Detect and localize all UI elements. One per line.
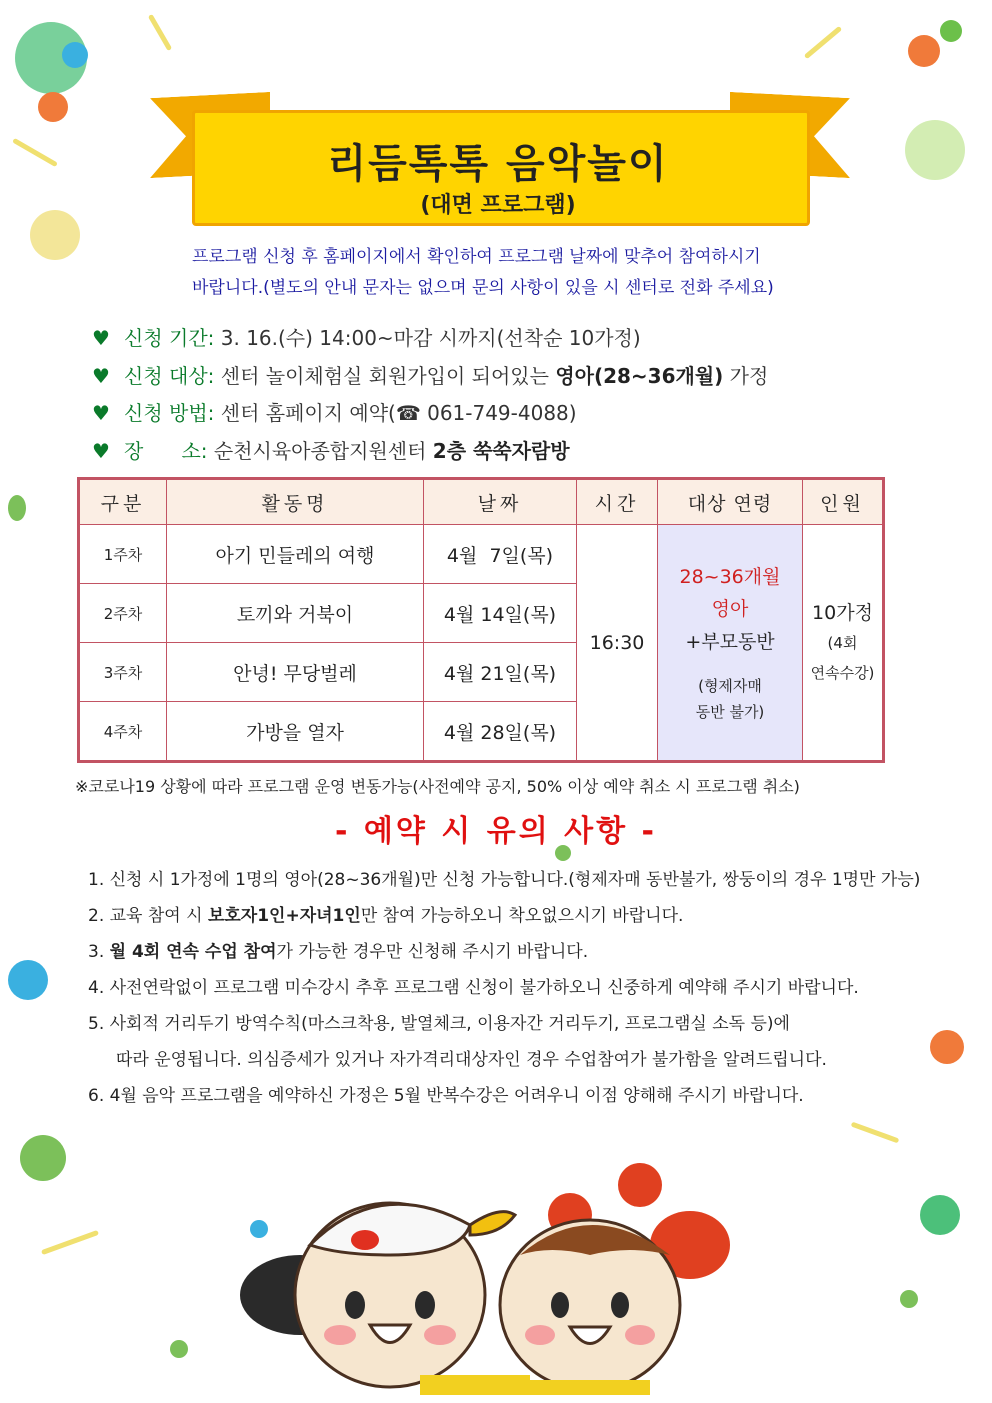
age-note: 동반 불가): [695, 702, 765, 721]
column-header: 대상 연령: [658, 479, 803, 525]
age-note: (형제자매: [698, 676, 762, 695]
deco-ray: [851, 1122, 900, 1144]
people-note: (4회: [827, 633, 858, 652]
list-item: [88, 898, 928, 934]
deco-dot: [8, 960, 48, 1000]
info-value: 순천시육아종합지원센터: [213, 439, 433, 463]
deco-dot: [905, 120, 965, 180]
list-item: 6. 4월 음악 프로그램을 예약하신 가정은 5월 반복수강은 어려우니 이점 양해해 주시기 바랍니다.: [88, 1086, 804, 1106]
rule-text: 가 가능한 경우만 신청해 주시기 바랍니다.: [276, 942, 589, 962]
info-value: 센터 놀이체험실 회원가입이 되어있는: [220, 364, 556, 388]
deco-ray: [12, 138, 58, 167]
rule-text: 만 참여 가능하오니 착오없으시기 바랍니다.: [360, 906, 684, 926]
table-row: [79, 525, 884, 584]
activity-cell: 가방을 열자: [167, 702, 424, 762]
deco-dot: [900, 1290, 918, 1308]
date-cell: 4월 7일(목): [424, 525, 577, 584]
age-type: 영아: [711, 597, 749, 620]
deco-dot: [38, 92, 68, 122]
rules-list: [88, 862, 928, 1114]
info-value: 가정: [723, 364, 769, 388]
rule-bold: 보호자1인+자녀1인: [207, 906, 361, 926]
activity-cell: 토끼와 거북이: [167, 584, 424, 643]
deco-dot: [920, 1195, 960, 1235]
list-item: 5. 사회적 거리두기 방역수칙(마스크착용, 발열체크, 이용자간 거리두기, 프로그램실 소독 등)에: [88, 1014, 790, 1034]
deco-dot: [20, 1135, 66, 1181]
deco-ray: [148, 14, 172, 51]
column-header: 활동명: [167, 479, 424, 525]
deco-dot: [908, 35, 940, 67]
caution-title: - 예약 시 유의 사항 -: [335, 814, 657, 849]
heart-icon: ♥: [92, 364, 110, 388]
info-value-bold: 2층 쑥쑥자람방: [432, 439, 570, 463]
info-label: 신청 기간:: [124, 326, 215, 350]
time-cell: 16:30: [577, 525, 658, 762]
intro-line: 바랍니다.(별도의 안내 문자는 없으며 문의 사항이 있을 시 센터로 전화 주세요): [192, 278, 774, 298]
heart-icon: ♥: [92, 326, 110, 350]
activity-cell: 아기 민들레의 여행: [167, 525, 424, 584]
deco-ray: [804, 26, 842, 59]
deco-dot: [30, 210, 80, 260]
mascot-characters-illustration: [230, 1155, 770, 1395]
table-header-row: [79, 479, 884, 525]
intro-text: [192, 242, 832, 304]
rule-text: 2. 교육 참여 시: [88, 906, 208, 926]
chick-character: [240, 1203, 530, 1395]
people-count: 10가정: [812, 601, 873, 624]
date-cell: 4월 21일(목): [424, 643, 577, 702]
info-value: 센터 홈페이지 예약(☎ 061-749-4088): [220, 401, 577, 425]
info-value: 3. 16.(수) 14:00~마감 시까지(선착순 10가정): [220, 326, 641, 350]
age-range: 28~36개월: [679, 565, 781, 588]
crab-character: [500, 1163, 730, 1395]
list-item: 따라 운영됩니다. 의심증세가 있거나 자가격리대상자인 경우 수업참여가 불가함을 알려드립니다.: [116, 1050, 827, 1070]
info-label: 장 소:: [124, 439, 208, 463]
column-header: 구분: [79, 479, 167, 525]
intro-line: 프로그램 신청 후 홈페이지에서 확인하여 프로그램 날짜에 맞추어 참여하시기: [192, 247, 761, 267]
heart-icon: ♥: [92, 401, 110, 425]
age-cell: [658, 525, 803, 762]
page-title: 리듬톡톡 음악놀이: [327, 141, 669, 187]
deco-dot: [930, 1030, 964, 1064]
covid-notice: ※코로나19 상황에 따라 프로그램 운영 변동가능(사전예약 공지, 50% 이상 예약 취소 시 프로그램 취소): [75, 777, 800, 796]
column-header: 인원: [803, 479, 884, 525]
schedule-table: [77, 477, 885, 763]
page-subtitle: (대면 프로그램): [420, 193, 576, 218]
column-header: 날짜: [424, 479, 577, 525]
deco-dot: [170, 1340, 188, 1358]
week-cell: 3주차: [79, 643, 167, 702]
week-cell: 4주차: [79, 702, 167, 762]
list-item: [88, 934, 928, 970]
people-cell: [803, 525, 884, 762]
deco-dot: [62, 42, 88, 68]
info-target: [92, 360, 912, 389]
info-label: 신청 방법:: [124, 401, 215, 425]
activity-cell: 안녕! 무당벌레: [167, 643, 424, 702]
column-header: 시간: [577, 479, 658, 525]
info-period: [92, 322, 912, 351]
date-cell: 4월 28일(목): [424, 702, 577, 762]
deco-dot: [8, 495, 26, 521]
info-place: [92, 435, 912, 464]
rule-bold: 월 4회 연속 수업 참여: [109, 942, 277, 962]
list-item: 1. 신청 시 1가정에 1명의 영아(28~36개월)만 신청 가능합니다.(형제자매 동반불가, 쌍둥이의 경우 1명만 가능): [88, 870, 921, 890]
week-cell: 1주차: [79, 525, 167, 584]
list-item: 4. 사전연락없이 프로그램 미수강시 추후 프로그램 신청이 불가하오니 신중하게 예약해 주시기 바랍니다.: [88, 978, 859, 998]
info-label: 신청 대상:: [124, 364, 215, 388]
info-method: [92, 397, 912, 426]
date-cell: 4월 14일(목): [424, 584, 577, 643]
deco-ray: [41, 1230, 99, 1255]
deco-dot: [940, 20, 962, 42]
rule-text: 3.: [88, 942, 110, 962]
age-parent: +부모동반: [685, 630, 775, 653]
heart-icon: ♥: [92, 439, 110, 463]
info-value-bold: 영아(28~36개월): [555, 364, 724, 388]
week-cell: 2주차: [79, 584, 167, 643]
people-note: 연속수강): [810, 663, 875, 682]
